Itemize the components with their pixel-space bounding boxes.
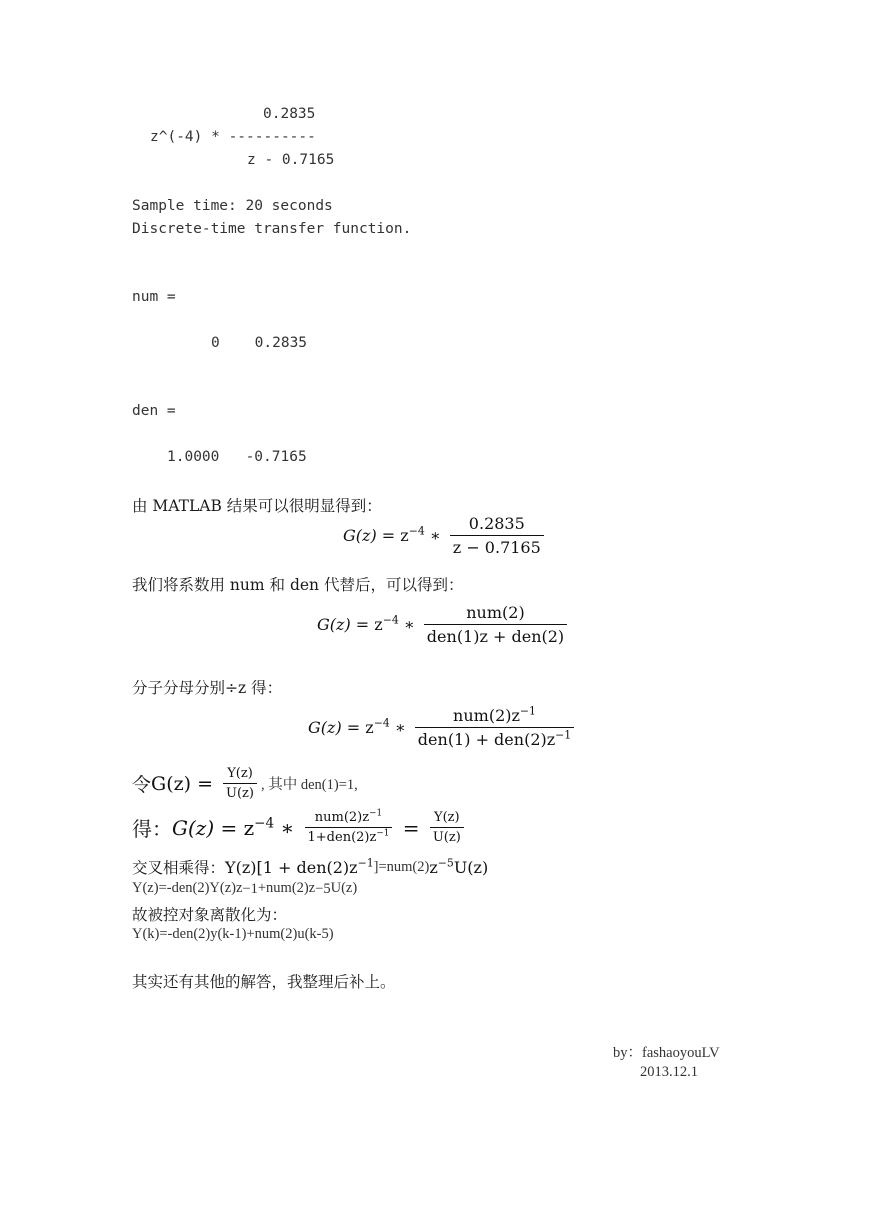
tf-delay-line: z^(-4) * ---------- bbox=[150, 129, 316, 145]
z-term: $z^{-4}$ bbox=[243, 814, 275, 840]
equals-sign: = bbox=[214, 815, 244, 840]
g-lhs: G(z) bbox=[317, 615, 351, 634]
cross-end: U(z) bbox=[453, 857, 489, 877]
difference-equation: Y(k)=-den(2)y(k-1)+num(2)u(k-5) bbox=[132, 926, 334, 942]
fraction-3-den: $den(1) + den(2)z^{-1}$ bbox=[415, 727, 574, 749]
equation-3 bbox=[308, 706, 578, 749]
cross-line bbox=[132, 856, 488, 878]
z-term: $z^{-4}$ bbox=[374, 613, 399, 634]
divide-text: 分子分母分别÷z 得： bbox=[132, 679, 283, 697]
y-eq-mid: +num(2)z bbox=[257, 880, 316, 896]
fraction-5 bbox=[305, 810, 393, 845]
fraction-2 bbox=[424, 603, 567, 646]
num-label: num = bbox=[132, 289, 176, 305]
equation-1 bbox=[343, 514, 548, 557]
g-lhs: G(z) bbox=[343, 526, 377, 545]
cross-prefix: 交叉相乘得： bbox=[132, 859, 226, 877]
fraction-2-den: den(1)z + den(2) bbox=[424, 624, 567, 646]
cross-z: $z^{-5}$ bbox=[429, 856, 454, 877]
let-prefix: 令 bbox=[132, 774, 152, 796]
den-values: 1.0000 -0.7165 bbox=[167, 449, 307, 465]
equals-sign: = bbox=[341, 718, 366, 737]
fraction-3-num: $num(2)z^{-1}$ bbox=[453, 704, 536, 725]
times-sign: ∗ bbox=[398, 615, 420, 634]
fraction-2-num: num(2) bbox=[466, 603, 525, 622]
fraction-5-den: $1+den(2)z^{-1}$ bbox=[305, 827, 393, 845]
fraction-yu-2 bbox=[430, 810, 464, 845]
tf-denominator: z - 0.7165 bbox=[247, 152, 335, 168]
y-eq-start: Y(z)=-den(2)Y(z)z bbox=[132, 880, 243, 896]
result-line bbox=[132, 810, 468, 845]
equals-sign: = bbox=[191, 772, 220, 795]
g-lhs: G(z) bbox=[308, 718, 342, 737]
tf-type-line: Discrete-time transfer function. bbox=[132, 221, 412, 237]
times-sign: ∗ bbox=[424, 526, 446, 545]
equals-sign-2: = bbox=[396, 815, 426, 840]
discretize-text: 故被控对象离散化为： bbox=[132, 906, 288, 924]
sample-time-line: Sample time: 20 seconds bbox=[132, 198, 333, 214]
cross-mid: ]=num(2) bbox=[373, 858, 430, 875]
num-values: 0 0.2835 bbox=[211, 335, 308, 351]
fraction-yu-num: Y(z) bbox=[227, 766, 253, 781]
fraction-1-num: 0.2835 bbox=[468, 514, 525, 533]
let-line bbox=[132, 766, 358, 801]
z-term: $z^{-4}$ bbox=[400, 524, 425, 545]
fraction-yu bbox=[223, 766, 257, 801]
g-lhs: G(z) bbox=[172, 815, 215, 840]
fraction-5-num: $num(2)z^{-1}$ bbox=[314, 808, 383, 825]
den-label: den = bbox=[132, 403, 176, 419]
replace-text: 我们将系数用 num 和 den 代替后，可以得到： bbox=[132, 576, 464, 594]
intro-text: 由 MATLAB 结果可以很明显得到： bbox=[132, 497, 382, 515]
equals-sign: = bbox=[350, 615, 375, 634]
times-sign: ∗ bbox=[274, 815, 301, 840]
author-line: by：fashaoyouLV bbox=[613, 1045, 720, 1061]
let-suffix: , 其中 den(1)=1, bbox=[260, 777, 358, 793]
y-equation: Y(z)=-den(2)Y(z)z −1 +num(2)z −5 U(z) bbox=[132, 880, 358, 897]
g-lhs: G(z) bbox=[151, 772, 192, 795]
date-line: 2013.12.1 bbox=[640, 1064, 698, 1080]
z-term: $z^{-4}$ bbox=[365, 716, 390, 737]
fraction-yu-den: U(z) bbox=[223, 783, 257, 801]
tf-numerator: 0.2835 bbox=[263, 106, 316, 122]
fraction-1 bbox=[450, 514, 544, 557]
cross-lhs: $Y(z)[1 + den(2)z^{-1}$ bbox=[225, 856, 374, 877]
fraction-1-den: z − 0.7165 bbox=[450, 535, 544, 557]
get-prefix: 得： bbox=[132, 817, 172, 841]
equals-sign: = bbox=[376, 526, 401, 545]
times-sign: ∗ bbox=[389, 718, 411, 737]
y-eq-end: U(z) bbox=[330, 880, 358, 896]
fraction-yu-2-num: Y(z) bbox=[434, 810, 460, 825]
equation-2 bbox=[317, 603, 571, 646]
fraction-3 bbox=[415, 706, 574, 749]
fraction-yu-2-den: U(z) bbox=[430, 827, 464, 845]
closing-text: 其实还有其他的解答，我整理后补上。 bbox=[132, 973, 396, 991]
